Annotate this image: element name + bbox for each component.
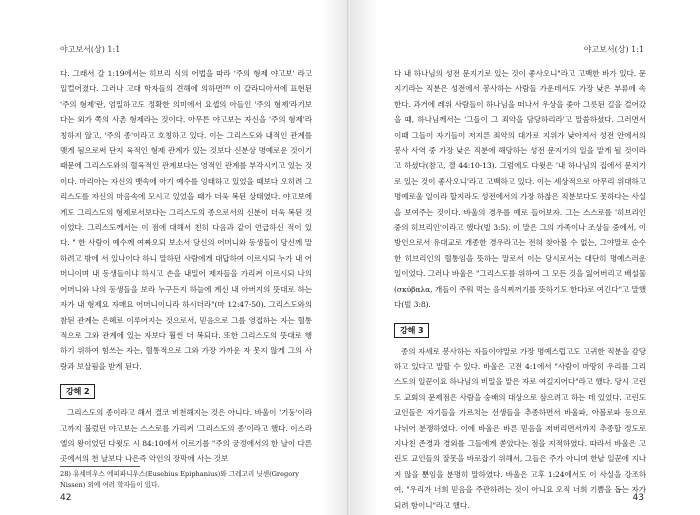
running-head: 야고보서(상) 1:1 [60, 45, 121, 54]
body-paragraph: 다. 그래서 갈 1:19에서는 히브리 식의 어법을 따라 '주의 형제 야고보' 라고 일컬어졌다. 그러나 고대 학자들의 견해에 의하면²⁸⁾ 이 갈라디아서에 표현된 '주의 형제'란, 엄밀하고도 정확한 의미에서 요셉의 아들인 '주의 형제'라기보다는 외가 쪽의 사촌 형제라는 것이다. 아무튼 야고보는 자신을 '주의 형제'라 칭하지 않고, '주의 종'이라고 호칭하고 있다. 이는 그리스도와 내적인 관계를 맺게 됨으로써 단지 육적인 형제 관계가 있는 것보다 신분상 명예로운 것이기 때문에 그리스도와의 혈육적인 관계보다는 영적인 관계를 부각시키고 있는 것이다. 마리아는 자신의 뱃속에 아기 예수를 잉태하고 있었을 때보다 오히려 그리스도를 자신의 마음속에 모시고 있었을 때가 더욱 복된 상태였다. 야고보에게도 그리스도의 형제로서보다는 그리스도의 종으로서의 신분이 더욱 복된 것이었다. 그리스도께서는 이 점에 대해서 친히 다음과 같이 언급하신 적이 있다. " 한 사람이 예수께 여짜오되 보소서 당신의 어머니와 동생들이 당신께 말하려고 밖에 서 있나이다 하니 말하던 사람에게 대답하여 이르시되 누가 내 어머니이며 내 동생들이냐 하시고 손을 내밀어 제자들을 가리켜 이르시되 나의 어머니와 나의 동생들을 보라 누구든지 하늘에 계신 내 아버지의 뜻대로 하는 자가 내 형제요 자매요 어머니이니라 하시더라"(마 12:47-50). 그리스도와의 참된 관계는 은혜로 이루어지는 것으로서, 믿음으로 그를 영접하는 자는 혈통적으로 그와 관계에 있는 자보다 훨씬 더 복되다. 또한 그리스도의 뜻대로 행하기 위하여 힘쓰는 자는, 혈통적으로 그와 가장 가까운 자 못지 않게 그의 사랑과 보살핌을 받게 된다. [60, 69, 312, 371]
body-paragraph: 종의 자세로 봉사하는 자들이야말로 가장 명예스럽고도 고귀한 직분을 감당하고 있다고 말할 수 있다. 바울은 고전 4:1에서 "사람이 마땅히 우리를 그리스도의 일꾼이요 하나님의 비밀을 맡은 자로 여길지어다"라고 했다. 당시 고린도 교회의 문제점은 사람을 숭배의 대상으로 삼으려고 하는 데 있었다. 고린도 교인들은 자기들을 가르치는 선생들을 추종하면서 바울파, 아볼로파 등으로 나뉘어 분쟁하였다. 이에 바울은 바른 믿음을 저버리면서까지 추종할 정도로 지나친 존경과 경외를 그들에게 쏟았다는 점을 지적하였다. 따라서 바울은 고린도 교인들의 잘못을 바로잡기 위해서, 그들은 주가 아니며 한낱 일꾼에 지나지 않을 뿐임을 분명히 말하였다. 바울은 고후 1:24에서도 이 사실을 강조하여, "우리가 너희 믿음을 주관하려는 것이 아니요 오직 너희 기쁨을 돕는 자가 되려 함이니"라고 했다. [394, 346, 646, 510]
running-head: 야고보서(상) 1:1 [583, 45, 644, 54]
right-body-text [394, 66, 646, 513]
right-page [350, 0, 700, 515]
left-body-text [60, 66, 312, 467]
section-label: 강해 2 [60, 384, 95, 399]
page-number: 42 [60, 493, 72, 503]
section-label: 강해 3 [394, 323, 429, 338]
body-paragraph: 그리스도의 종이라고 해서 결코 비천해지는 것은 아니다. 바울이 '기둥'이라고까지 불렀던 야고보는 스스로를 가리켜 '그리스도의 종'이라고 했다. 이스라엘의 왕이었던 다윗도 시 84:10에서 이르기를 "주의 궁정에서의 한 날이 다른 곳에서의 천 날보다 나은즉 악인의 장막에 사는 것보 [60, 408, 312, 464]
footnote-divider [60, 466, 140, 467]
footnote: 28) 유세비우스 에피파니우스(Eusebius Epiphanius)와 그레고리 닛센(Gregory Nissen) 외에 여러 학자들이 있다. [60, 470, 300, 489]
page-number: 43 [632, 493, 644, 503]
body-paragraph: 다 내 하나님의 성전 문지기로 있는 것이 좋사오니"라고 고백한 바가 있다. 문지기라는 직분은 성전에서 봉사하는 사람들 가운데서도 가장 낮은 부류에 속한다. 과거에 레위 사람들이 하나님을 떠나서 우상을 좇아 그릇된 길을 걸어갔을 때, 하나님께서는 '그들이 그 죄악을 담당하리라'고 말씀하셨다. 그러면서 이때 그들이 자기들이 저지른 죄악의 대가로 지위가 낮아져서 성전 안에서의 봉사 사역 중 가장 낮은 직분에 해당하는 성전 문지기의 일을 맡게 될 것이라고 하셨다(참고, 겔 44:10-13). 그럼에도 다윗은 '내 하나님의 집에서 문지기로 있는 것이 좋사오니'라고 고백하고 있다. 이는 세상적으로 아무리 위대하고 명예로울 일이라 할지라도 성전에서의 가장 하찮은 직분보다도 못하다는 사실을 보여주는 것이다. 바울의 경우를 예로 들어보자. 그는 스스로를 '히브리인 중의 히브리인'이라고 했다(빌 3:5). 이 말은 그의 가족이나 조상들 중에서, 이방인으로서 유대교로 개종한 경우라고는 전혀 찾아볼 수 없는, 그야말로 순수한 히브리인의 혈통임을 뜻하는 말로서 이는 당시로서는 대단히 명예스러운 일이었다. 그러나 바울은 "그리스도를 위하여 그 모든 것을 잃어버리고 배설물(σκύβαλα, 개들이 주워 먹는 음식찌꺼기를 뜻하기도 한다)로 여긴다"고 말했다(빌 3:8). [394, 69, 646, 310]
